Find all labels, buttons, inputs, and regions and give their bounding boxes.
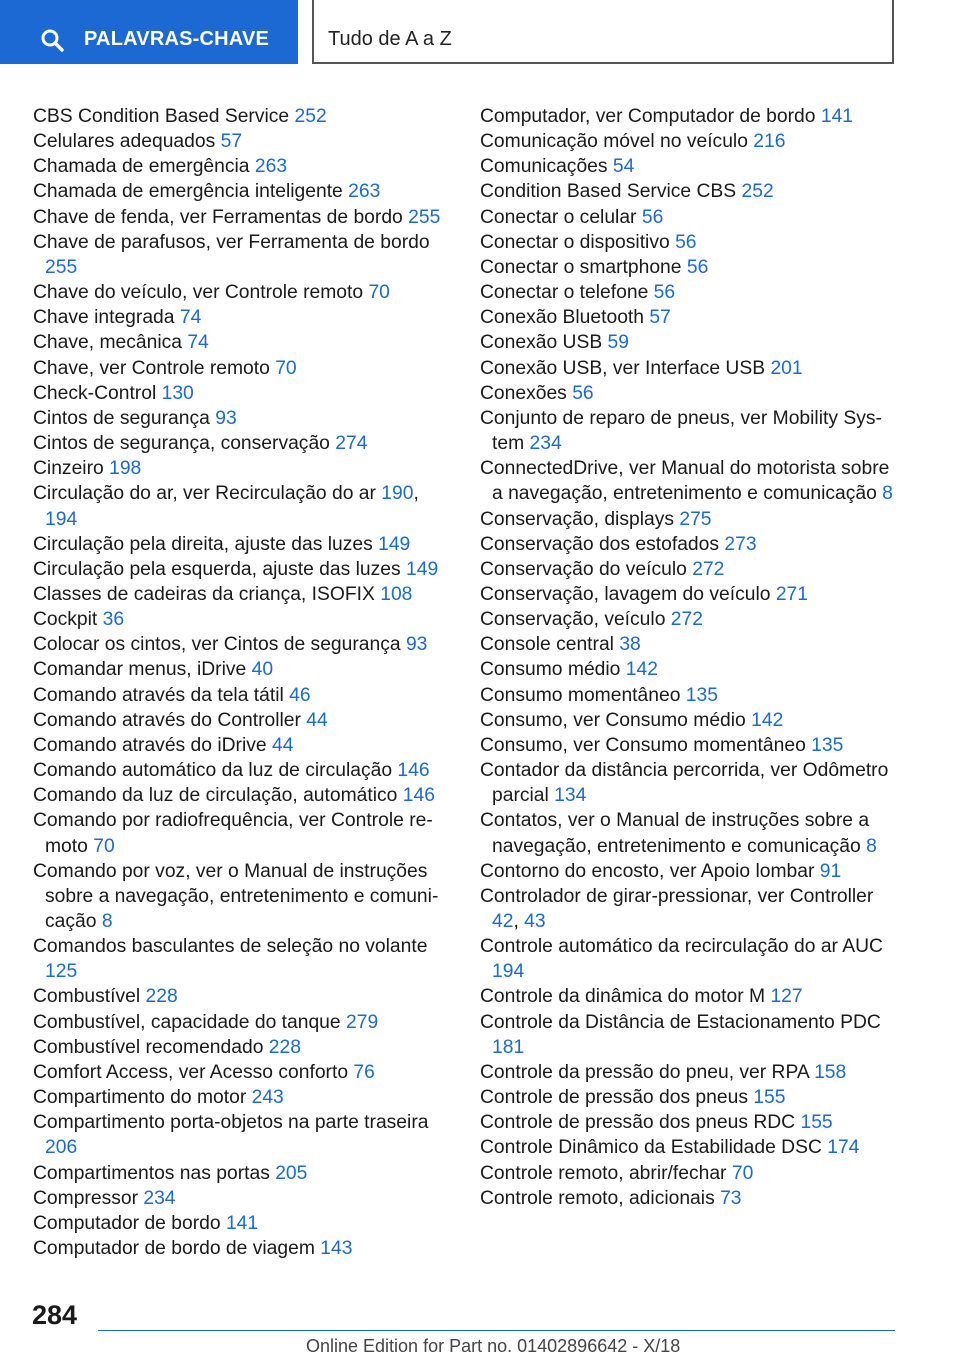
index-entry <box>480 532 900 557</box>
index-entry <box>33 758 443 783</box>
index-entry <box>33 984 443 1009</box>
index-entry-term: Chave, mecânica <box>33 332 188 354</box>
index-entry-term: Chave de fenda, ver Ferramentas de bordo <box>33 206 409 228</box>
index-entry-term: Chamada de emergência <box>33 156 255 178</box>
page-reference-link[interactable]: 125 <box>45 961 78 983</box>
page-reference-link[interactable]: 42 <box>492 911 514 932</box>
tab-a-to-z[interactable] <box>312 0 894 64</box>
index-entry <box>33 104 443 129</box>
index-entry <box>33 632 443 657</box>
page-reference-link[interactable]: 134 <box>554 785 587 807</box>
page-reference-link[interactable]: 194 <box>45 508 78 530</box>
tab-a-to-z-label: Tudo de A a Z <box>328 28 452 50</box>
tab-bar <box>0 0 960 66</box>
index-entry <box>480 381 900 406</box>
page-reference-link[interactable]: 70 <box>275 357 297 379</box>
index-entry-term: Compressor <box>33 1187 144 1209</box>
page-reference-link[interactable]: 56 <box>686 256 709 278</box>
ref-separator: , <box>513 911 525 932</box>
page-reference-link[interactable]: 181 <box>492 1036 525 1058</box>
page-reference-link[interactable]: 93 <box>215 407 237 429</box>
index-entry-term: Consumo médio <box>480 659 626 681</box>
index-entry-term: Comandos basculantes de seleção no volante <box>33 936 428 958</box>
index-entry-term: Controle da Distância de Estacionamento PDC <box>480 1011 881 1033</box>
index-entry <box>33 934 443 984</box>
index-entry-term: Chamada de emergência inteligente <box>33 181 349 203</box>
index-entry-term: Controle de pressão dos pneus <box>480 1087 754 1109</box>
index-entry <box>480 984 900 1009</box>
index-entry <box>33 1035 443 1060</box>
index-entry-term: Comando através da tela tátil <box>33 684 290 706</box>
index-entry <box>33 808 443 858</box>
index-entry <box>33 154 443 179</box>
page-reference-link[interactable]: 93 <box>405 634 428 656</box>
page-reference-link[interactable]: 146 <box>397 760 430 782</box>
page-reference-link[interactable]: 198 <box>109 458 142 480</box>
index-entry-term: Controle da dinâmica do motor M <box>480 986 771 1008</box>
index-entry <box>33 1236 443 1261</box>
index-entry-term: Condition Based Service CBS <box>480 181 742 203</box>
footer-divider <box>98 1330 895 1331</box>
page-reference-link[interactable]: 190 <box>381 483 414 505</box>
index-entry <box>33 205 443 230</box>
page-reference-link[interactable]: 74 <box>179 307 202 329</box>
index-entry <box>480 154 900 179</box>
page-reference-link[interactable]: 70 <box>368 282 390 304</box>
page-reference-link[interactable]: 70 <box>731 1162 754 1184</box>
index-entry <box>33 481 443 531</box>
index-entry <box>480 305 900 330</box>
index-entry-term: ConnectedDrive, ver Manual do motorista sobre a navegação, entretenimento e comunicação <box>480 458 890 505</box>
index-entry <box>480 557 900 582</box>
index-entry-term: Controle remoto, abrir/fechar <box>480 1162 732 1184</box>
index-entry <box>33 557 443 582</box>
page-reference-link[interactable]: 234 <box>529 433 562 455</box>
index-entry <box>33 708 443 733</box>
page-reference-link[interactable]: 8 <box>882 483 893 505</box>
index-entry <box>480 808 900 858</box>
index-entry <box>480 657 900 682</box>
index-entry-term: Conectar o dispositivo <box>480 231 676 253</box>
index-entry <box>33 1161 443 1186</box>
index-entry <box>480 104 900 129</box>
index-entry <box>33 456 443 481</box>
index-entry <box>480 733 900 758</box>
index-entry <box>33 1010 443 1035</box>
index-entry-term: Comandar menus, iDrive <box>33 659 252 681</box>
index-column-right <box>480 104 900 1211</box>
index-entry-term: Conexão Bluetooth <box>480 307 650 329</box>
footer-edition-text: Online Edition for Part no. 01402896642 - X/18 <box>306 1336 681 1356</box>
index-entry-term: Comando através do Controller <box>33 709 307 731</box>
index-entry <box>33 859 443 934</box>
index-entry <box>33 1060 443 1085</box>
index-entry-term: Contador da distância percorrida, ver Odômetro parcial <box>480 760 889 807</box>
index-entry <box>33 1186 443 1211</box>
page-reference-link[interactable]: 38 <box>619 634 641 656</box>
index-entry-term: Circulação do ar, ver Recirculação do ar <box>33 483 382 505</box>
page-reference-link[interactable]: 228 <box>145 986 178 1008</box>
page-reference-link[interactable]: 73 <box>720 1187 742 1209</box>
index-entry-term: Compartimento do motor <box>33 1087 252 1109</box>
index-entry-term: Chave, ver Controle remoto <box>33 357 276 379</box>
index-entry-term: Computador de bordo <box>33 1212 226 1234</box>
index-entry <box>33 129 443 154</box>
index-entry-term: Comunicação móvel no veículo <box>480 131 754 153</box>
index-entry <box>480 179 900 204</box>
page-reference-link[interactable]: 44 <box>271 734 294 756</box>
index-entry-term: Controle remoto, adicionais <box>480 1187 721 1209</box>
page-reference-link[interactable]: 91 <box>819 860 842 882</box>
page-reference-link[interactable]: 255 <box>45 256 78 278</box>
index-entry-term: Conexões <box>480 382 573 404</box>
index-entry-term: Conservação, displays <box>480 508 680 530</box>
index-entry-term: Controle Dinâmico da Estabilidade DSC <box>480 1137 828 1159</box>
index-entry-term: Consumo, ver Consumo médio <box>480 709 752 731</box>
index-entry-term: Controle de pressão dos pneus RDC <box>480 1112 801 1134</box>
page-reference-link[interactable]: 143 <box>320 1238 353 1260</box>
index-entry-term: Compartimentos nas portas <box>33 1162 276 1184</box>
page-reference-link[interactable]: 205 <box>275 1162 308 1184</box>
page-reference-link[interactable]: 56 <box>641 206 664 228</box>
index-entry-term: Consumo, ver Consumo momentâneo <box>480 734 812 756</box>
page-reference-link[interactable]: 56 <box>675 231 697 253</box>
index-entry <box>480 507 900 532</box>
index-entry <box>33 783 443 808</box>
page-reference-link[interactable]: 272 <box>670 609 703 631</box>
index-entry <box>480 356 900 381</box>
page-reference-link[interactable]: 149 <box>378 533 411 555</box>
index-entry <box>480 330 900 355</box>
index-entry-term: Circulação pela esquerda, ajuste das luzes <box>33 558 406 580</box>
page-number: 284 <box>32 1300 78 1330</box>
index-entry-term: Contorno do encosto, ver Apoio lombar <box>480 860 820 882</box>
index-entry-term: Cockpit <box>33 609 103 631</box>
index-entry <box>33 1211 443 1236</box>
index-entry-term: Cintos de segurança, conservação <box>33 433 336 455</box>
page-reference-link[interactable]: 54 <box>612 156 635 178</box>
page-reference-link[interactable]: 8 <box>866 835 877 857</box>
page-reference-link[interactable]: 252 <box>741 181 774 203</box>
page-reference-link[interactable]: 155 <box>800 1112 833 1134</box>
page-reference-link[interactable]: 135 <box>685 684 718 706</box>
index-entry-term: Cintos de segurança <box>33 407 216 429</box>
page-reference-link[interactable]: 201 <box>770 357 803 379</box>
index-entry-term: Controle automático da recirculação do ar AUC <box>480 936 883 958</box>
index-entry-term: Comando por voz, ver o Manual de instruções sobre a navegação, entretenimento e comunicação <box>33 860 439 932</box>
page-reference-link[interactable]: 76 <box>353 1061 375 1083</box>
index-entry-term: Conservação do veículo <box>480 558 693 580</box>
index-entry <box>480 1060 900 1085</box>
index-entry-term: Conservação dos estofados <box>480 533 725 555</box>
index-entry <box>33 1110 443 1160</box>
index-entry <box>33 356 443 381</box>
index-entry-term: Comando da luz de circulação, automático <box>33 785 403 807</box>
index-entry-term: Comando automático da luz de circulação <box>33 760 398 782</box>
page-reference-link[interactable]: 274 <box>335 433 368 455</box>
index-entry <box>480 1135 900 1160</box>
index-entry <box>33 381 443 406</box>
index-entry-term: Console central <box>480 634 620 656</box>
page-reference-link[interactable]: 243 <box>251 1087 284 1109</box>
index-entry-term: CBS Condition Based Service <box>33 106 295 127</box>
page-reference-link[interactable]: 273 <box>724 533 757 555</box>
index-entry <box>480 632 900 657</box>
index-entry <box>33 1085 443 1110</box>
page-reference-link[interactable]: 135 <box>811 734 844 756</box>
index-entry-term: Celulares adequados <box>33 131 221 153</box>
index-entry-term: Comfort Access, ver Acesso conforto <box>33 1061 354 1083</box>
page-reference-link[interactable]: 57 <box>220 131 243 153</box>
index-entry <box>480 456 900 506</box>
index-entry-term: Chave integrada <box>33 307 180 329</box>
index-entry <box>480 406 900 456</box>
index-entry-term: Conjunto de reparo de pneus, ver Mobility System <box>480 407 882 455</box>
index-entry <box>33 582 443 607</box>
index-entry <box>480 859 900 884</box>
page-reference-link[interactable]: 56 <box>653 282 676 304</box>
index-entry <box>480 1110 900 1135</box>
index-entry <box>33 330 443 355</box>
page-reference-link[interactable]: 57 <box>649 307 671 329</box>
index-entry-term: Colocar os cintos, ver Cintos de segurança <box>33 634 406 656</box>
page-reference-link[interactable]: 70 <box>93 835 115 857</box>
index-entry-term: Conectar o smartphone <box>480 256 687 278</box>
index-entry-term: Computador de bordo de viagem <box>33 1238 321 1260</box>
index-entry <box>480 205 900 230</box>
page-reference-link[interactable]: 130 <box>161 382 194 404</box>
index-entry <box>33 179 443 204</box>
page-reference-link[interactable]: 108 <box>380 583 413 605</box>
page-reference-link[interactable]: 255 <box>408 206 441 228</box>
index-entry-term: Conectar o celular <box>480 206 642 228</box>
page-reference-link[interactable]: 142 <box>625 659 658 681</box>
index-entry <box>33 431 443 456</box>
index-entry-term: Comando através do iDrive <box>33 734 272 756</box>
page-reference-link[interactable]: 43 <box>524 911 546 932</box>
index-entry-term: Compartimento porta-objetos na parte traseira <box>33 1112 429 1134</box>
index-entry-term: Conservação, lavagem do veículo <box>480 583 776 605</box>
index-entry <box>480 1010 900 1060</box>
index-entry <box>33 733 443 758</box>
index-entry-term: Conectar o telefone <box>480 282 654 304</box>
page-reference-link[interactable]: 59 <box>607 332 629 354</box>
index-entry <box>480 280 900 305</box>
tab-keywords[interactable] <box>0 0 298 64</box>
index-entry-term: Combustível, capacidade do tanque <box>33 1011 346 1033</box>
index-entry <box>480 129 900 154</box>
index-column-left <box>33 104 443 1261</box>
index-entry <box>480 758 900 808</box>
tab-keywords-label: PALAVRAS-CHAVE <box>84 28 270 50</box>
page-reference-link[interactable]: 46 <box>289 684 311 706</box>
page-reference-link[interactable]: 149 <box>406 558 439 580</box>
page-reference-link[interactable]: 141 <box>225 1212 259 1234</box>
index-entry-term: Contatos, ver o Manual de instruções sobre a navegação, entretenimento e comunicação <box>480 810 870 857</box>
page-reference-link[interactable]: 74 <box>187 332 209 354</box>
ref-separator: , <box>413 483 419 505</box>
page-reference-link[interactable]: 252 <box>294 106 327 127</box>
index-entry-term: Conexão USB, ver Interface USB <box>480 357 771 379</box>
index-entry-term: Circulação pela direita, ajuste das luzes <box>33 533 379 555</box>
index-entry <box>480 683 900 708</box>
page-reference-link[interactable]: 216 <box>753 131 786 153</box>
index-entry-term: Controlador de girar-pressionar, ver Controller <box>480 885 874 907</box>
index-entry-term: Comunicações <box>480 156 613 178</box>
index-entry <box>33 657 443 682</box>
index-entry-term: Classes de cadeiras da criança, ISOFIX <box>33 583 381 605</box>
page-reference-link[interactable]: 142 <box>751 709 784 731</box>
page-reference-link[interactable]: 263 <box>254 156 288 178</box>
index-entry <box>480 1085 900 1110</box>
page-reference-link[interactable]: 36 <box>102 609 125 631</box>
search-icon <box>40 28 64 52</box>
index-entry-term: Computador, ver Computador de bordo <box>480 106 821 127</box>
index-entry-term: Chave de parafusos, ver Ferramenta de bordo <box>33 231 430 253</box>
page-reference-link[interactable]: 279 <box>346 1011 379 1033</box>
index-entry <box>33 406 443 431</box>
page-reference-link[interactable]: 194 <box>492 961 525 983</box>
index-entry <box>33 607 443 632</box>
index-entry-term: Combustível <box>33 986 146 1008</box>
page-reference-link[interactable]: 158 <box>814 1061 847 1083</box>
index-entry <box>33 305 443 330</box>
index-entry <box>33 532 443 557</box>
index-entry <box>33 280 443 305</box>
page-reference-link[interactable]: 155 <box>753 1087 786 1109</box>
index-entry-term: Controle da pressão do pneu, ver RPA <box>480 1061 815 1083</box>
page-reference-link[interactable]: 44 <box>306 709 328 731</box>
index-entry-term: Cinzeiro <box>33 458 110 480</box>
page-reference-link[interactable]: 146 <box>402 785 435 807</box>
page-reference-link[interactable]: 127 <box>770 986 803 1008</box>
index-entry-term: Comando por radiofrequência, ver Controle remoto <box>33 810 433 857</box>
index-entry-term: Combustível recomendado <box>33 1036 269 1058</box>
page-reference-link[interactable]: 141 <box>820 106 854 127</box>
index-entry <box>480 582 900 607</box>
page-reference-link[interactable]: 272 <box>692 558 725 580</box>
page-reference-link[interactable]: 271 <box>775 583 808 605</box>
index-entry <box>480 708 900 733</box>
page-reference-link[interactable]: 56 <box>572 382 594 404</box>
index-entry-term: Consumo momentâneo <box>480 684 686 706</box>
index-entry <box>480 934 900 984</box>
index-entry <box>480 1161 900 1186</box>
page-reference-link[interactable]: 206 <box>45 1137 78 1159</box>
index-entry <box>480 230 900 255</box>
page-reference-link[interactable]: 263 <box>348 181 381 203</box>
index-entry <box>480 1186 900 1211</box>
index-entry <box>480 884 900 934</box>
index-entry-term: Chave do veículo, ver Controle remoto <box>33 282 369 304</box>
page-reference-link[interactable]: 174 <box>827 1137 860 1159</box>
index-entry <box>480 255 900 280</box>
index-entry <box>33 683 443 708</box>
page-reference-link[interactable]: 234 <box>143 1187 176 1209</box>
index-entry-term: Check-Control <box>33 382 162 404</box>
index-entry <box>33 230 443 280</box>
page-reference-link[interactable]: 275 <box>679 508 712 530</box>
index-entry <box>480 607 900 632</box>
index-entry-term: Conservação, veículo <box>480 609 671 631</box>
index-entry-term: Conexão USB <box>480 332 608 354</box>
page-reference-link[interactable]: 228 <box>268 1036 301 1058</box>
page-reference-link[interactable]: 40 <box>251 659 274 681</box>
page-reference-link[interactable]: 8 <box>101 911 113 932</box>
